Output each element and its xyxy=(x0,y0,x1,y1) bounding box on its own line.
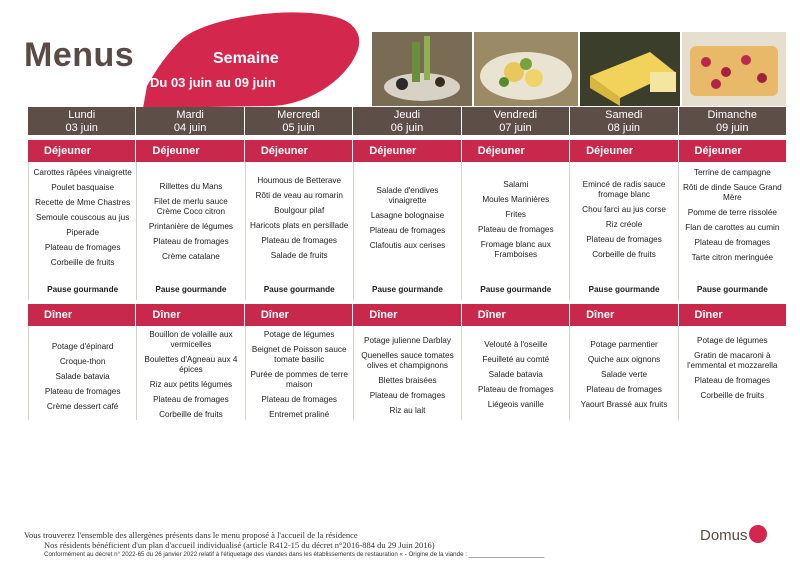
day-header: Mardi 04 juin xyxy=(136,107,244,135)
pause-gourmande: Pause gourmande xyxy=(47,285,119,294)
dinner-dish: Blettes braisées xyxy=(378,376,437,385)
dinner-label: Dîner xyxy=(462,304,570,326)
lunch-dish: Plateau de fromages xyxy=(44,243,121,252)
dinner-dish: Riz au lait xyxy=(389,406,426,415)
pause-gourmande: Pause gourmande xyxy=(155,285,227,294)
lunch-dish: Rillettes du Mans xyxy=(159,182,223,191)
lunch-dish: Pomme de terre rissolée xyxy=(687,208,777,217)
day-header: Vendredi 07 juin xyxy=(462,107,570,135)
dinner-column xyxy=(462,326,570,420)
lunch-dish: Haricots plats en persillade xyxy=(250,221,349,230)
lunch-dish: Frites xyxy=(505,210,526,219)
lunch-dish: Clafoutis aux cerises xyxy=(369,241,446,250)
day-header: Mercredi 05 juin xyxy=(245,107,353,135)
lunch-column xyxy=(28,162,137,300)
lunch-label: Déjeuner xyxy=(136,140,244,162)
pause-gourmande: Pause gourmande xyxy=(263,285,335,294)
dinner-dish: Plateau de fromages xyxy=(477,385,554,394)
page-title: Menus xyxy=(24,36,135,74)
dinner-dish: Croque-thon xyxy=(59,357,106,366)
dinner-dish: Entremet praliné xyxy=(269,410,330,419)
dinner-label: Dîner xyxy=(245,304,353,326)
lunch-dish: Houmous de Betterave xyxy=(257,176,342,185)
lunch-column xyxy=(679,162,786,300)
dinner-dish: Boulettes d'Agneau aux 4 épices xyxy=(144,355,238,374)
dinner-dish: Yaourt Brassé aux fruits xyxy=(580,400,668,409)
lunch-dish: Plateau de fromages xyxy=(477,225,554,234)
dinner-dish: Gratin de macaroni à l'emmental et mozzarella xyxy=(687,351,778,370)
food-photo-cheese xyxy=(580,32,680,106)
pause-gourmande: Pause gourmande xyxy=(371,285,443,294)
lunch-dish: Plateau de fromages xyxy=(586,235,662,244)
lunch-column xyxy=(570,162,678,300)
lunch-column xyxy=(137,162,245,300)
domusvi-logo-mark xyxy=(749,525,767,543)
dinner-dish: Beignet de Poisson sauce tomate basilic xyxy=(251,345,347,364)
dinner-dish: Potage d'épinard xyxy=(51,342,114,351)
lunch-dish: Rôti de veau au romarin xyxy=(255,191,343,200)
lunch-dish: Chou farci au jus corse xyxy=(582,205,666,214)
dinner-dish: Plateau de fromages xyxy=(369,391,446,400)
lunch-dish: Salade de fruits xyxy=(270,251,328,260)
lunch-column xyxy=(354,162,462,300)
dinner-dish: Salade verte xyxy=(601,370,648,379)
lunch-dish: Fromage blanc aux Framboises xyxy=(480,240,551,259)
dinner-dish: Quiche aux oignons xyxy=(587,355,661,364)
lunch-dish: Piperade xyxy=(66,228,100,237)
dinner-dish: Corbeille de fruits xyxy=(700,391,765,400)
meat-origin-notice: Conformément au décret n° 2022-65 du 26 janvier 2022 relatif à l'étiquetage des viandes dans les établissements de restauration « - Origine de la viande : ______________________ xyxy=(44,551,545,558)
dinner-dish: Plateau de fromages xyxy=(153,395,229,404)
lunch-dish: Filet de merlu sauce Crème Coco citron xyxy=(154,197,228,216)
dinner-header-row xyxy=(28,304,786,326)
dinner-dish: Salade batavia xyxy=(55,372,110,381)
lunch-dish: Crème catalane xyxy=(162,252,220,261)
dinner-dish: Potage de légumes xyxy=(697,336,768,345)
dinner-column xyxy=(137,326,245,420)
lunch-dish: Corbeille de fruits xyxy=(592,250,656,259)
individual-plan-notice: Nos résidents bénéficient d'un plan d'accueil individualisé (article R412-15 du décret n°2016-884 du 29 Juin 2016) xyxy=(44,540,435,550)
lunch-label: Déjeuner xyxy=(570,140,678,162)
dinner-column xyxy=(28,326,137,420)
lunch-column xyxy=(246,162,354,300)
day-header: Dimanche 09 juin xyxy=(707,109,757,134)
dinner-dish: Plateau de fromages xyxy=(694,376,771,385)
dinner-dish: Corbeille de fruits xyxy=(159,410,223,419)
lunch-dish: Flan de carottes au cumin xyxy=(685,223,780,232)
pause-gourmande: Pause gourmande xyxy=(588,285,660,294)
dinner-column xyxy=(354,326,462,420)
dinner-label: Dîner xyxy=(136,304,244,326)
lunch-dish: Tarte citron meringuée xyxy=(691,253,774,262)
lunch-label: Déjeuner xyxy=(694,145,742,157)
dinner-dish: Potage julienne Darblay xyxy=(364,336,451,345)
day-header: Lundi 03 juin xyxy=(28,107,136,135)
food-photo-clafoutis xyxy=(682,32,786,106)
lunch-dish: Carottes râpées vinaigrette xyxy=(33,168,132,177)
lunch-label: Déjeuner xyxy=(245,140,353,162)
days-header xyxy=(28,107,786,135)
dinner-label: Dîner xyxy=(694,309,723,321)
food-photo-pasta xyxy=(474,32,578,106)
lunch-grid xyxy=(28,162,786,300)
lunch-column xyxy=(462,162,570,300)
dinner-dish: Crème dessert café xyxy=(46,402,119,411)
lunch-dish: Plateau de fromages xyxy=(153,237,229,246)
domusvi-logo: Domus xyxy=(700,525,767,544)
dinner-column xyxy=(570,326,678,420)
dinner-label: Dîner xyxy=(28,304,136,326)
pause-gourmande: Pause gourmande xyxy=(696,285,768,294)
lunch-dish: Rôti de dinde Sauce Grand Mère xyxy=(682,183,782,202)
lunch-dish: Emincé de radis sauce fromage blanc xyxy=(582,180,666,199)
lunch-dish: Poulet basquaise xyxy=(51,183,115,192)
dinner-column xyxy=(679,326,786,420)
dinner-dish: Quenelles sauce tomates olives et champignons xyxy=(361,351,454,370)
dinner-dish: Plateau de fromages xyxy=(261,395,337,404)
dinner-dish: Bouillon de volaille aux vermicelles xyxy=(149,330,233,349)
lunch-dish: Plateau de fromages xyxy=(694,238,771,247)
lunch-dish: Recette de Mme Chastres xyxy=(35,198,131,207)
pause-gourmande: Pause gourmande xyxy=(480,285,552,294)
food-photo-salad xyxy=(372,32,472,106)
dinner-dish: Liégeois vanille xyxy=(487,400,544,409)
week-label: Semaine xyxy=(213,50,279,67)
lunch-label: Déjeuner xyxy=(28,140,136,162)
lunch-label: Déjeuner xyxy=(462,140,570,162)
lunch-dish: Terrine de campagne xyxy=(693,168,771,177)
lunch-label: Déjeuner xyxy=(353,140,461,162)
lunch-dish: Printanière de légumes xyxy=(148,222,234,231)
dinner-dish: Velouté à l'oseille xyxy=(484,340,548,349)
dinner-dish: Plateau de fromages xyxy=(44,387,121,396)
dinner-label: Dîner xyxy=(570,304,678,326)
lunch-dish: Boulgour pilaf xyxy=(274,206,325,215)
lunch-dish: Semoule couscous au jus xyxy=(35,213,130,222)
lunch-dish: Moules Marinières xyxy=(482,195,550,204)
lunch-dish: Plateau de fromages xyxy=(261,236,337,245)
lunch-dish: Salade d'endives vinaigrette xyxy=(376,186,439,205)
lunch-dish: Lasagne bolognaise xyxy=(370,211,445,220)
week-dates: Du 03 juin au 09 juin xyxy=(150,75,276,90)
dinner-dish: Feuilleté au comté xyxy=(482,355,550,364)
dinner-dish: Plateau de fromages xyxy=(586,385,662,394)
lunch-dish: Riz créole xyxy=(605,220,643,229)
dinner-dish: Riz aux petits légumes xyxy=(149,380,233,389)
dinner-dish: Potage de légumes xyxy=(263,330,335,339)
lunch-dish: Plateau de fromages xyxy=(369,226,446,235)
allergen-notice: Vous trouverez l'ensemble des allergènes présents dans le menu proposé à l'accueil de la résidence xyxy=(24,530,358,540)
dinner-grid xyxy=(28,326,786,420)
dinner-dish: Potage parmentier xyxy=(590,340,658,349)
lunch-dish: Corbeille de fruits xyxy=(50,258,115,267)
dinner-label: Dîner xyxy=(353,304,461,326)
dinner-dish: Purée de pommes de terre maison xyxy=(250,370,348,389)
day-header: Samedi 08 juin xyxy=(570,107,678,135)
lunch-dish: Salami xyxy=(503,180,529,189)
day-header: Jeudi 06 juin xyxy=(353,107,461,135)
dinner-dish: Salade batavia xyxy=(488,370,543,379)
lunch-header-row xyxy=(28,140,786,162)
dinner-column xyxy=(246,326,354,420)
